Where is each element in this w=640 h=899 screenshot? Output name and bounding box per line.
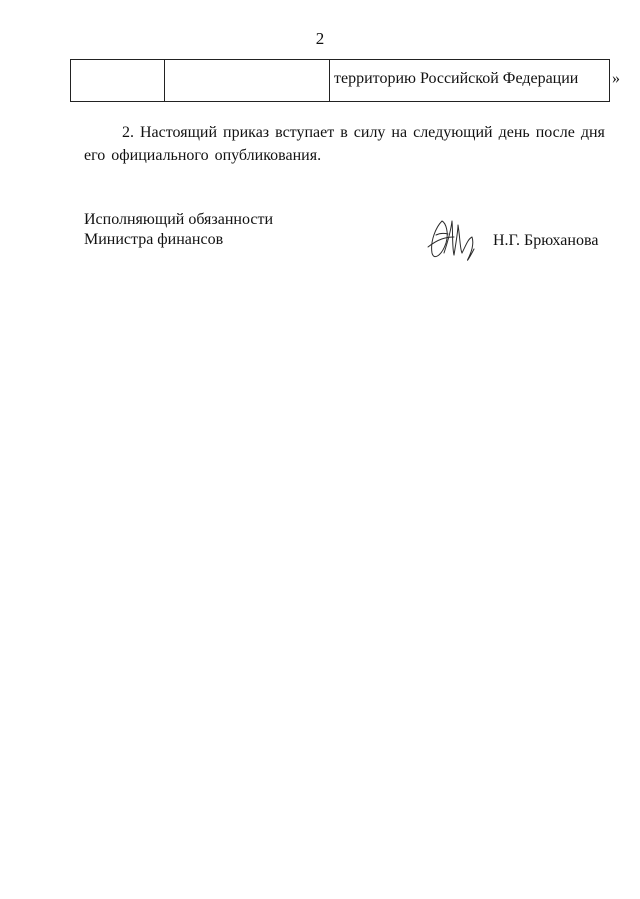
table-cell-1 <box>71 60 165 102</box>
order-paragraph-2: 2. Настоящий приказ вступает в силу на следующий день после дня его официального опубликования. <box>84 124 605 164</box>
signatory-name: Н.Г. Брюханова <box>493 232 599 249</box>
table-cell-2 <box>165 60 330 102</box>
signer-position-line-2: Министра финансов <box>84 231 224 248</box>
signer-position-line-1: Исполняющий обязанности <box>84 211 274 228</box>
table-row <box>71 60 610 102</box>
table-cell-3: территорию Российской Федерации <box>330 60 610 102</box>
closing-quote-mark: » <box>612 70 620 87</box>
signature-icon <box>424 213 484 265</box>
page-number: 2 <box>315 29 325 48</box>
signer-position <box>84 210 273 250</box>
table-fragment <box>70 59 610 102</box>
